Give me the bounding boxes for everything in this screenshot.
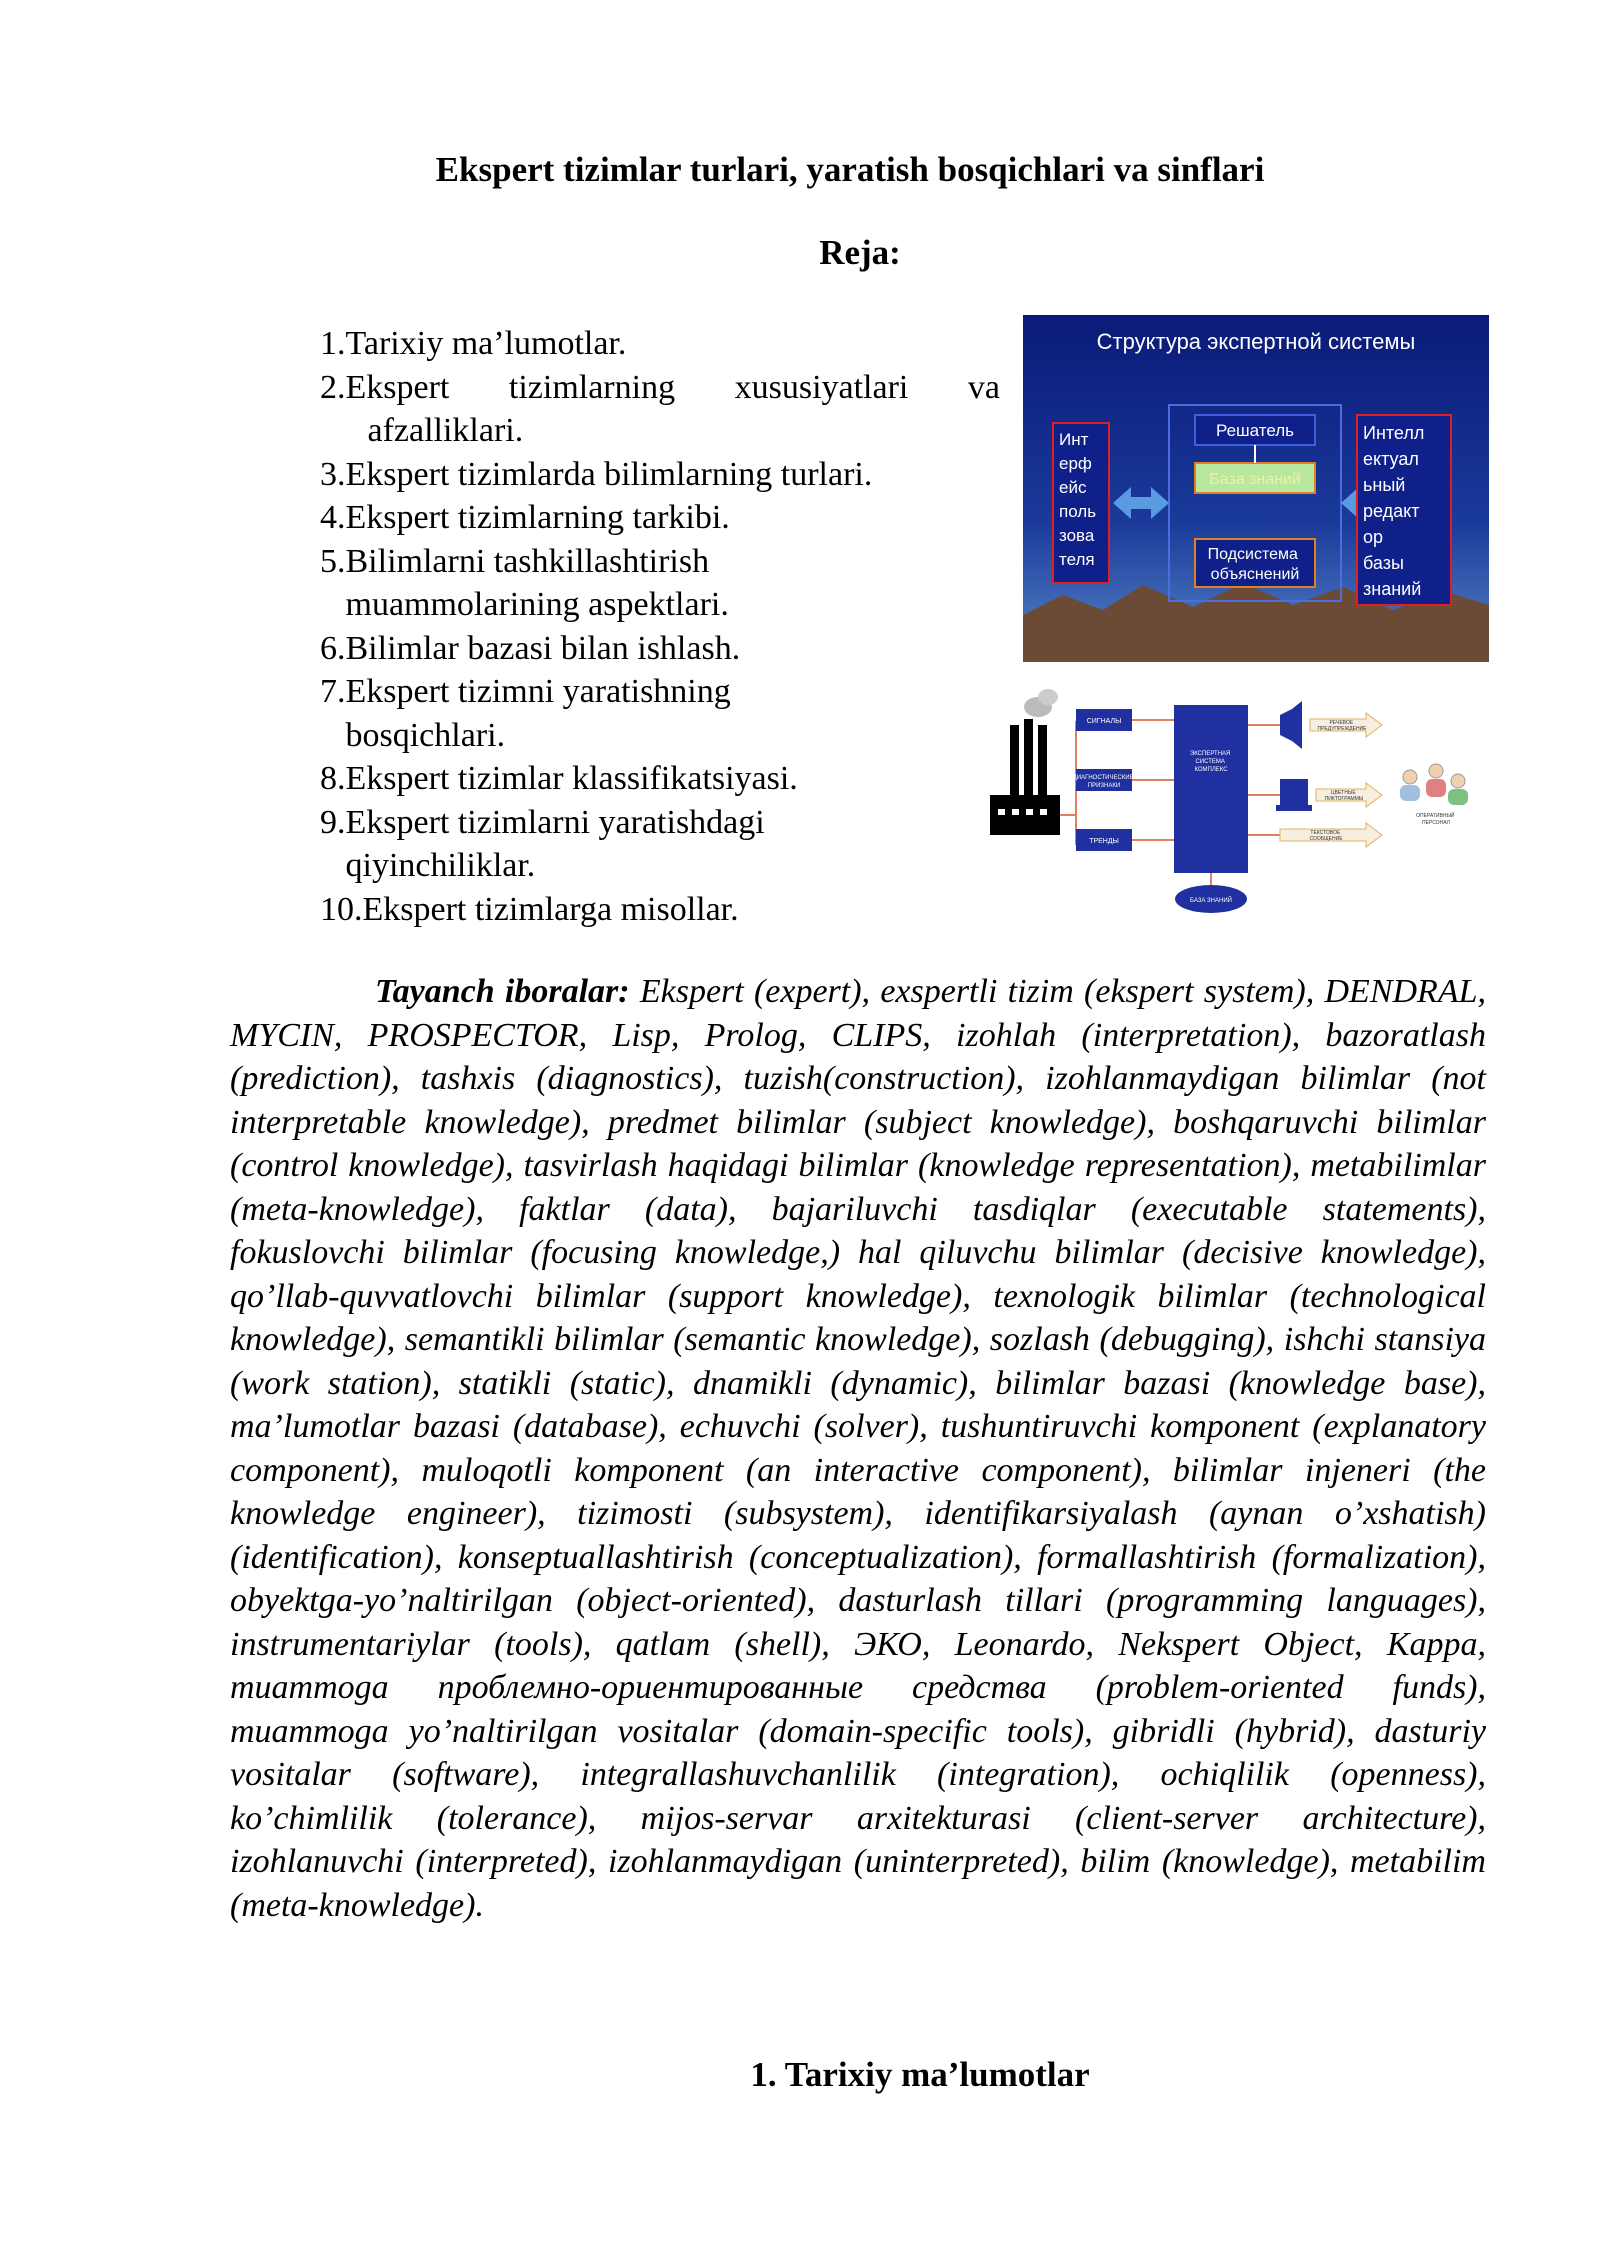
svg-text:БАЗА ЗНАНИЙ: БАЗА ЗНАНИЙ <box>1190 898 1232 904</box>
monitor-icon <box>1280 779 1308 805</box>
knowledge-base-label: База знаний <box>1209 471 1301 488</box>
plan-item: 2. Ekspert tizimlarning xususiyatlari va afzalliklari. <box>320 368 1000 449</box>
solver-label: Решатель <box>1215 421 1295 440</box>
svg-text:ОПЕРАТИВНЫЙ ПЕРСОНАЛ: ОПЕРАТИВНЫЙ ПЕРСОНАЛ <box>1416 813 1455 826</box>
plan-item: 10. Ekspert tizimlarga misollar. <box>320 890 739 928</box>
expert-system-structure-figure <box>1023 315 1489 662</box>
svg-text:ТРЕНДЫ: ТРЕНДЫ <box>1089 838 1119 845</box>
key-phrases-label: Tayanch iboralar: <box>375 973 630 1010</box>
figure1-title: Структура экспертной системы <box>1096 329 1416 354</box>
document-title: Ekspert tizimlar turlari, yaratish bosqichlari va sinflari <box>435 150 1265 189</box>
svg-text:ЭКСПЕРТНАЯ СИСТЕМА: ЭКСПЕРТНАЯ СИСТЕМА КОМПЛЕКС <box>1189 751 1231 773</box>
svg-text:СИГНАЛЫ: СИГНАЛЫ <box>1086 718 1122 725</box>
svg-text:ДИАГНОСТИЧЕСКИЕ ПРИЗНАКИ: ДИАГНОСТИЧЕСКИЕ ПРИЗНАКИ <box>1072 775 1134 789</box>
plan-heading: Reja: <box>819 233 901 272</box>
key-phrases-text: Ekspert (expert), exspertli tizim (ekspert system), DENDRAL, MYCIN, PROSPECTOR, Lisp, Prolog, CLIPS, izohlah (interpretation), bazoratlash (prediction), tashxis (diagnostics), tuzish(construction), izohlanmaydigan bilimlar (not interpretable knowledge), predmet bilimlar (subject knowledge), boshqaruvchi bilimlar (control knowledge), tasvirlash haqidagi bilimlar (knowledge representation), metabilimlar (meta-knowledge), faktlar (data), bajariluvchi tasdiqlar (executable statements), fokuslovchi bilimlar (focusing knowledge,) hal qiluvchu bilimlar (decisive knowledge), qo’llab-quvvatlovchi bilimlar (support knowledge), texnologik bilimlar (technological knowledge), semantikli bilimlar (semantic knowledge), sozlash (debugging), ishchi stansiya (work station), statikli (static), dnamikli (dynamic), bilimlar bazasi (knowledge base), ma’lumotlar bazasi (database), echuvchi (solver), tushuntiruvchi komponent (explanatory component), muloqotli komponent (an interactive component), bilimlar injeneri (the knowledge engineer), tizimosti (subsystem), identifikarsiyalash (aynan o’xshatish) (identification), konseptuallashtirish (conceptualization), formallashtirish (formalization), obyektga-yo’naltirilgan (object-oriented), dasturlash tillari (programming languages), instrumentariylar (tools), qatlam (shell), ЭКО, Leonardo, Nekspert Object, Kappa, muammoga проблемно-ориентированные средства (problem-oriented funds), muammoga yo’naltirilgan vositalar (domain-specific tools), gibridli (hybrid), dasturiy vositalar (software), integrallashuvchanlilik (integration), ochiqlilik (openness), ko’chimlilik (tolerance), mijos-servar arxitekturasi (client-server architecture), izohlanuvchi (interpreted), izohlanmaydigan (uninterpreted), bilim (knowledge), metabilim (meta-knowledge). <box>230 973 1487 1924</box>
svg-text:ТЕКСТОВОЕ СООБЩЕНИЕ: ТЕКСТОВОЕ СООБЩЕНИЕ <box>1309 830 1343 842</box>
factory-icon <box>990 689 1060 835</box>
svg-text:Интелл ектуал ьный: Интелл ектуал ьный редакт ор базы знаний <box>1363 423 1425 599</box>
svg-text:РЕЧЕВОЕ ПРЕДУПРЕЖДЕНИЕ: РЕЧЕВОЕ ПРЕДУПРЕЖДЕНИЕ <box>1317 720 1367 732</box>
staff-group-icon <box>1400 764 1468 805</box>
plan-item: 4. Ekspert tizimlarning tarkibi. <box>320 499 730 536</box>
plan-item: 3. Ekspert tizimlarda bilimlarning turlari. <box>320 455 873 493</box>
plan-item: 6. Bilimlar bazasi bilan ishlash. <box>320 629 741 667</box>
plan-item: 8. Ekspert tizimlar klassifikatsiyasi. <box>320 760 798 797</box>
plan-item: 7. Ekspert tizimni yaratishning bosqichlari. <box>320 673 731 754</box>
svg-text:Инт ерф ейс: Инт ерф ейс поль зова теля <box>1059 430 1097 569</box>
speaker-icon <box>1280 701 1302 749</box>
plan-list <box>320 322 1000 931</box>
section-heading: 1. Tarixiy ma’lumotlar <box>750 2055 1090 2094</box>
svg-text:Подсистема объяснений: Подсистема объяснений <box>1207 546 1300 583</box>
svg-text:ЦВЕТНЫЕ ПИКТОГРАММЫ: ЦВЕТНЫЕ ПИКТОГРАММЫ <box>1324 790 1364 802</box>
plan-item: 1. Tarixiy ma’lumotlar. <box>320 325 627 362</box>
expert-system-complex-figure <box>990 685 1490 935</box>
plan-item: 9. Ekspert tizimlarni yaratishdagi qiyinchiliklar. <box>320 803 765 884</box>
expert-system-complex-box <box>1174 705 1248 873</box>
key-phrases-paragraph <box>230 970 1486 1927</box>
plan-item: 5. Bilimlarni tashkillashtirish muammolarining aspektlari. <box>320 542 729 623</box>
